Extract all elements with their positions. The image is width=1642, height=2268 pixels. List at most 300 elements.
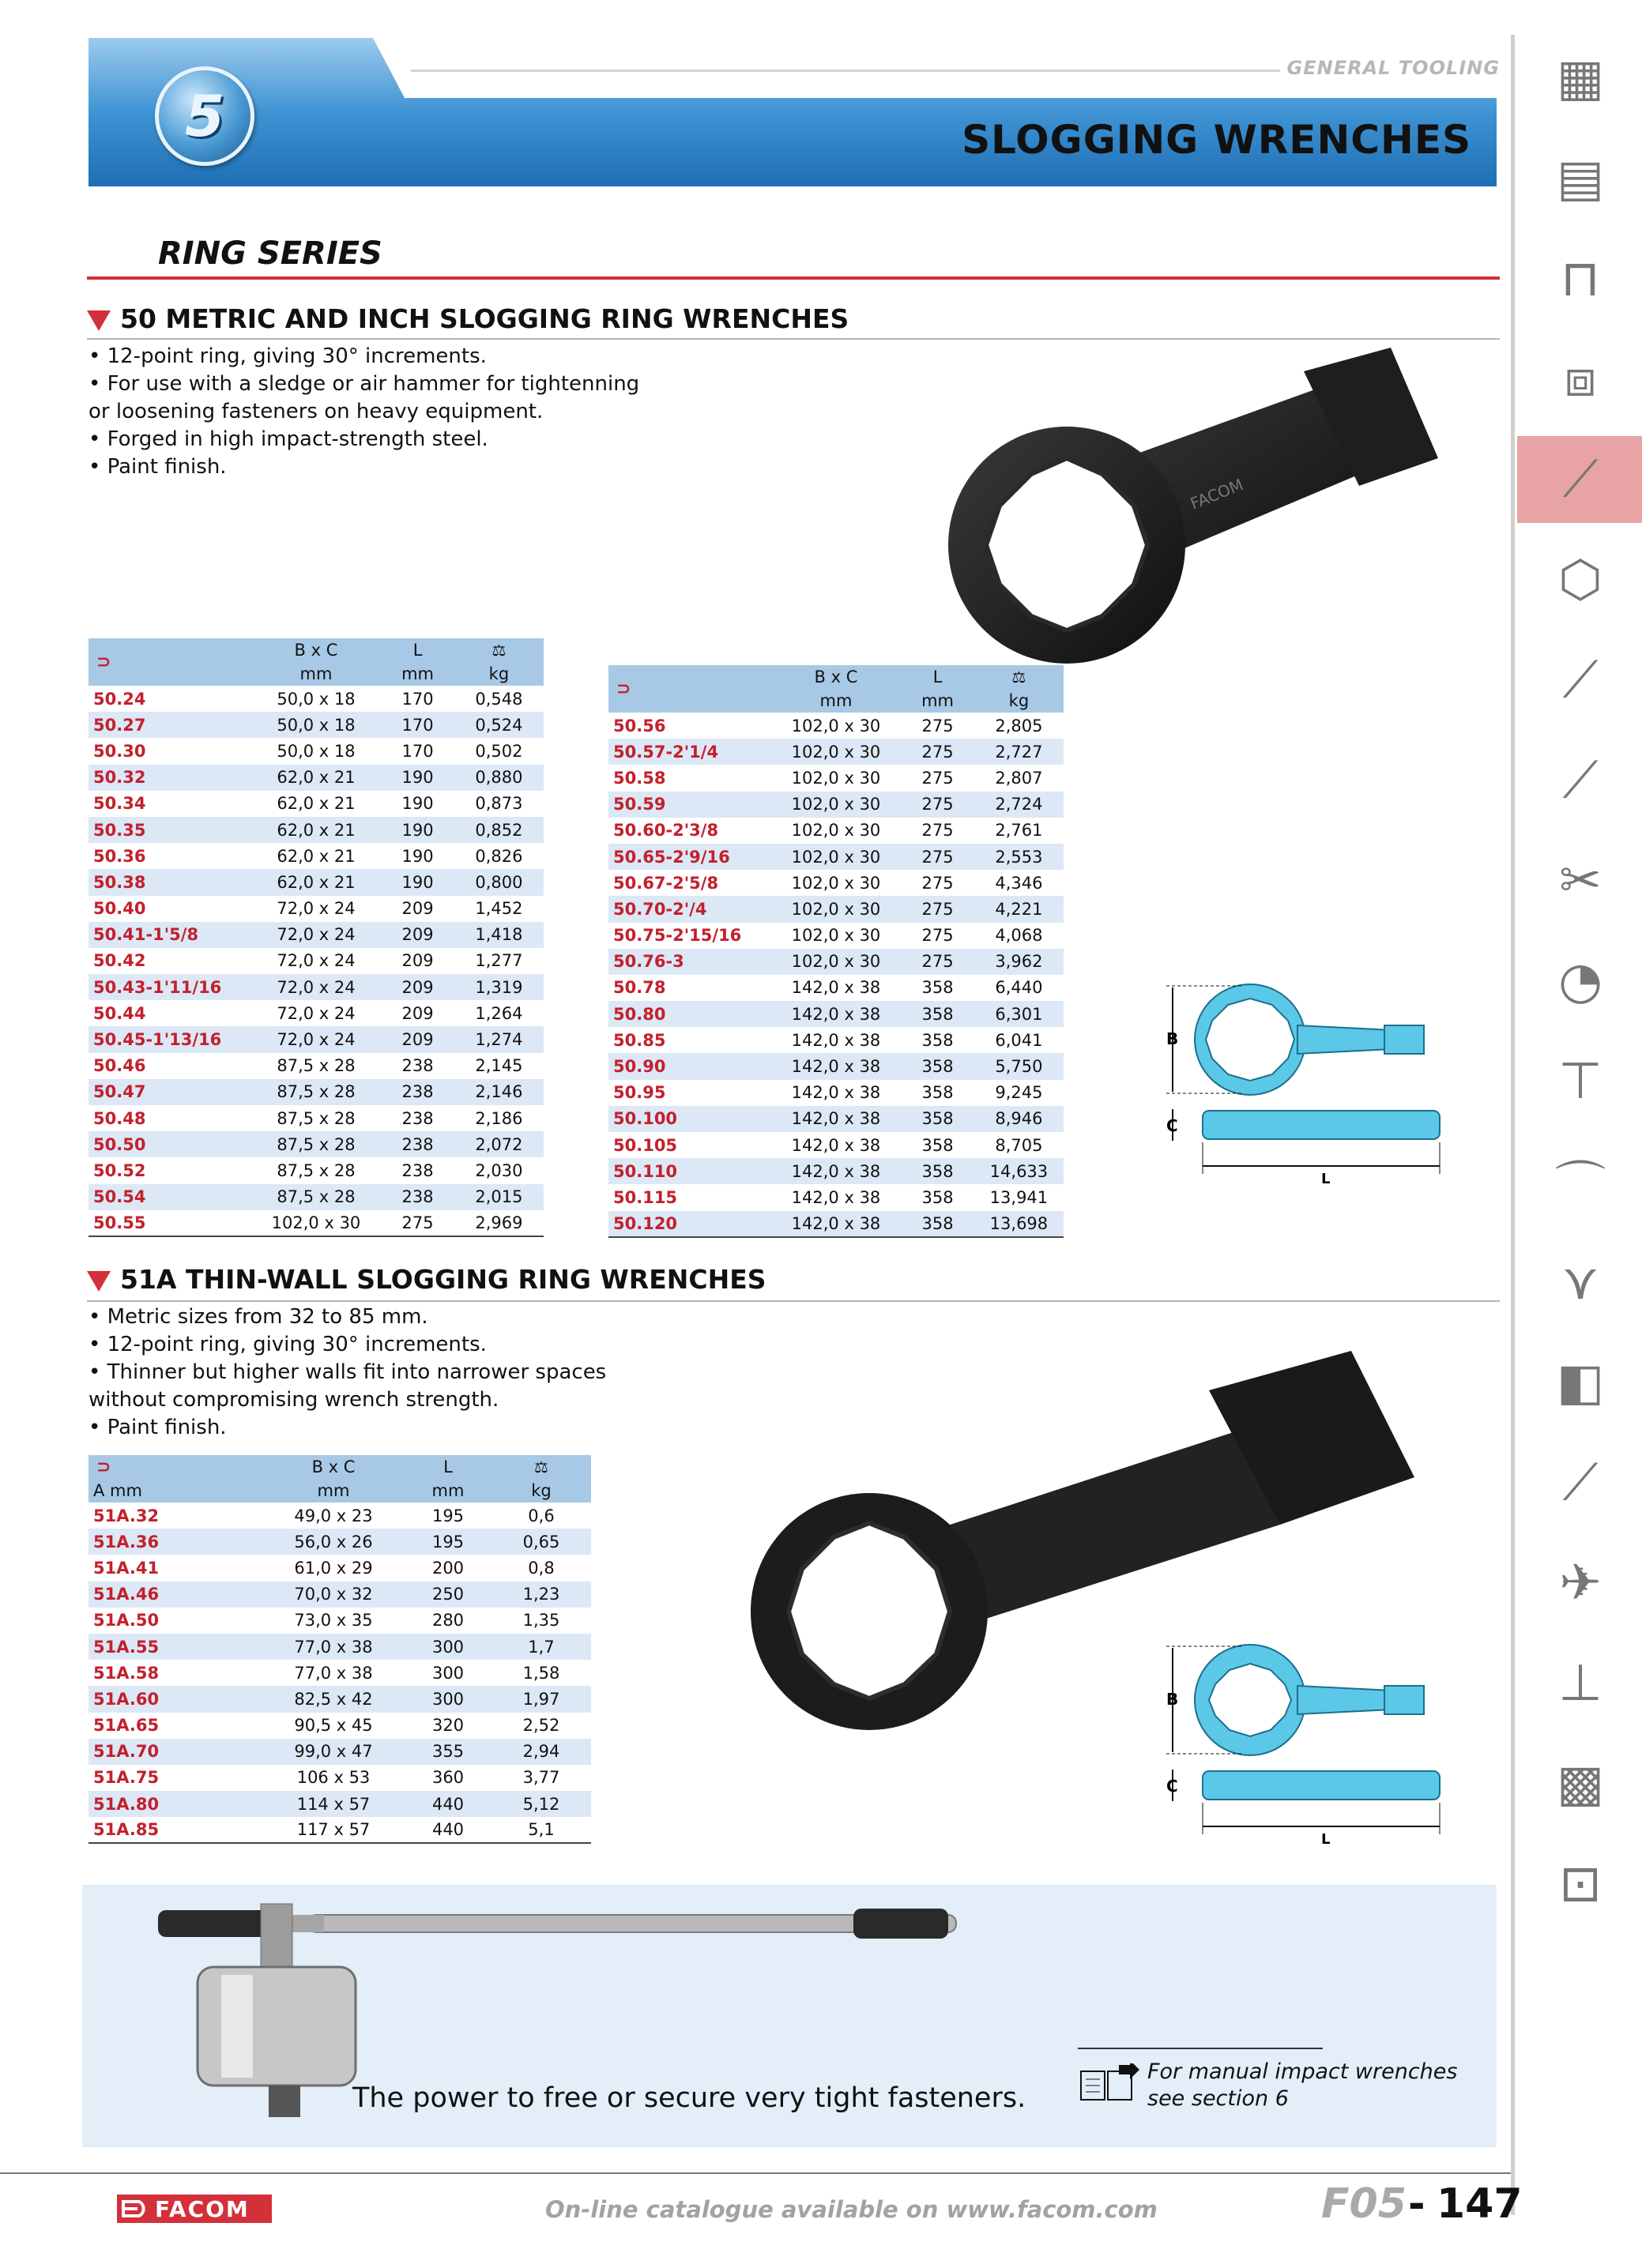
bc-cell: 56,0 x 26 (262, 1529, 405, 1555)
l-cell: 360 (431, 1768, 465, 1788)
tool-stand-icon[interactable] (1517, 1640, 1642, 1727)
bc-cell: 102,0 x 30 (771, 949, 902, 975)
l-cell: 170 (381, 712, 454, 738)
ref-cell[interactable]: 50.54 (89, 1184, 251, 1210)
bc-cell: 73,0 x 35 (294, 1611, 373, 1630)
weight-cell: 0,502 (475, 741, 523, 761)
weight-icon: ⚖ (974, 665, 1064, 689)
table-row (89, 869, 544, 895)
table-row (89, 1131, 544, 1157)
bc-cell: 72,0 x 24 (277, 951, 356, 971)
weight-cell: 8,946 (974, 1106, 1064, 1132)
l-cell: 300 (405, 1634, 491, 1660)
l-cell: 195 (431, 1506, 465, 1525)
bc-cell: 87,5 x 28 (251, 1131, 382, 1157)
ref-cell[interactable]: 51A.41 (93, 1558, 160, 1578)
ref-cell[interactable]: 51A.60 (89, 1686, 262, 1712)
ref-cell[interactable]: 50.30 (93, 741, 146, 761)
weight-cell: 1,7 (491, 1634, 591, 1660)
l-cell: 440 (405, 1791, 491, 1817)
series-51a-bullets (89, 1303, 606, 1442)
bc-cell: 82,5 x 42 (262, 1686, 405, 1712)
l-cell: 358 (901, 1001, 974, 1027)
ref-cell[interactable]: 50.44 (93, 1003, 146, 1023)
bc-cell: 62,0 x 21 (251, 817, 382, 843)
l-cell: 209 (401, 899, 434, 919)
torque-wrench-icon[interactable] (1517, 637, 1642, 724)
triangle-bullet-icon (87, 1271, 111, 1292)
series-51a-rule (87, 1300, 1500, 1302)
series-50-heading (87, 303, 849, 334)
weight-icon: ⚖ (491, 1455, 591, 1479)
bc-cell: 72,0 x 24 (251, 1026, 382, 1052)
ref-cell[interactable]: 51A.75 (93, 1768, 160, 1788)
page-separator: - (1408, 2180, 1425, 2228)
ref-cell[interactable]: 50.48 (93, 1108, 146, 1128)
bc-cell: 102,0 x 30 (791, 873, 881, 893)
ref-cell[interactable]: 50.38 (89, 869, 251, 895)
weight-cell: 2,145 (475, 1056, 523, 1076)
ref-cell[interactable]: 50.76-3 (608, 949, 771, 975)
l-cell: 280 (431, 1611, 465, 1630)
col-l-unit: mm (405, 1479, 491, 1503)
weight-cell: 0,6 (528, 1506, 555, 1525)
table-row (89, 712, 544, 738)
l-cell: 320 (431, 1716, 465, 1736)
table-row (608, 1211, 1064, 1237)
weight-cell: 1,418 (454, 922, 544, 948)
ref-cell[interactable]: 51A.46 (89, 1582, 262, 1608)
weight-cell: 5,1 (491, 1817, 591, 1843)
table-row (89, 686, 544, 712)
ref-cell[interactable]: 50.52 (93, 1160, 146, 1180)
wrench-icon[interactable] (1517, 436, 1642, 523)
catalogue-link[interactable]: On-line catalogue available on www.facom.com (545, 2196, 1158, 2223)
l-cell: 190 (401, 794, 434, 814)
table-row (89, 1817, 591, 1843)
l-cell: 275 (921, 716, 954, 735)
col-bc: B x C (251, 638, 382, 662)
col-l: L (405, 1455, 491, 1479)
puller-icon: ⋎ (1561, 1253, 1599, 1311)
sidebar-divider (1511, 35, 1515, 2215)
table-row (608, 1184, 1064, 1210)
l-cell: 358 (921, 1030, 954, 1050)
ref-cell[interactable]: 50.35 (89, 817, 251, 843)
l-cell: 358 (921, 1083, 954, 1103)
series-51a-title: 51A THIN-WALL SLOGGING RING WRENCHES (120, 1264, 766, 1295)
table-row (89, 1791, 591, 1817)
ref-cell[interactable]: 50.55 (89, 1210, 251, 1236)
l-cell: 200 (431, 1558, 465, 1578)
tape-measure-icon: ◔ (1558, 952, 1602, 1010)
ref-cell[interactable]: 51A.65 (93, 1716, 160, 1736)
section-title: RING SERIES (158, 235, 382, 272)
l-cell: 190 (381, 765, 454, 791)
table-row (608, 1053, 1064, 1079)
bc-cell: 90,5 x 45 (294, 1716, 373, 1736)
bc-cell: 62,0 x 21 (251, 765, 382, 791)
ref-cell[interactable]: 50.100 (608, 1106, 771, 1132)
bc-cell: 142,0 x 38 (791, 1135, 881, 1155)
bc-cell: 87,5 x 28 (277, 1160, 356, 1180)
ref-cell[interactable]: 50.41-1'5/8 (89, 922, 251, 948)
reference-line-2: see section 6 (1147, 2086, 1289, 2111)
table-row (608, 975, 1064, 1001)
bc-cell: 70,0 x 32 (262, 1582, 405, 1608)
col-l: L (901, 665, 974, 689)
section-rule (87, 276, 1500, 280)
bc-cell: 142,0 x 38 (791, 1187, 881, 1207)
table-row (89, 1739, 591, 1765)
l-cell: 238 (401, 1160, 434, 1180)
ref-cell[interactable]: 50.80 (608, 1001, 771, 1027)
page-number: 147 (1437, 2180, 1523, 2228)
ref-cell[interactable]: 51A.55 (89, 1634, 262, 1660)
ref-cell[interactable]: 50.59 (608, 792, 771, 818)
circuit-board-icon: ▩ (1556, 1755, 1605, 1813)
l-cell: 275 (901, 896, 974, 922)
bc-cell: 117 x 57 (262, 1817, 405, 1843)
dim-b-label: B (1166, 1690, 1179, 1709)
hammer-icon: ⊤ (1558, 1052, 1602, 1111)
ref-cell[interactable]: 50.43-1'11/16 (89, 974, 251, 1000)
ref-cell[interactable]: 51A.58 (93, 1663, 160, 1683)
ref-cell[interactable]: 50.105 (613, 1135, 678, 1155)
l-cell: 209 (401, 951, 434, 971)
bullet-line: • Thinner but higher walls fit into narrower spaces (89, 1360, 607, 1384)
l-cell: 170 (401, 689, 434, 709)
weight-cell: 1,264 (475, 1003, 523, 1023)
l-cell: 275 (921, 768, 954, 788)
weight-cell: 2,553 (974, 844, 1064, 870)
table-row (89, 738, 544, 764)
table-row (89, 1053, 544, 1079)
col-w-unit: kg (974, 689, 1064, 713)
series-50-table-right (608, 665, 1064, 1238)
l-cell: 275 (901, 739, 974, 765)
l-cell: 275 (901, 844, 974, 870)
l-cell: 358 (901, 1211, 974, 1237)
bc-cell: 49,0 x 23 (294, 1506, 373, 1525)
l-cell: 358 (921, 978, 954, 998)
table-row (608, 713, 1064, 739)
col-bc-unit: mm (262, 1479, 405, 1503)
hammer-icon[interactable] (1517, 1038, 1642, 1125)
ref-arrow-icon: ⊃ (89, 1455, 262, 1479)
roller-cabinet-icon: ▤ (1556, 149, 1605, 208)
ref-cell[interactable]: 51A.32 (93, 1506, 160, 1525)
bc-cell: 50,0 x 18 (277, 741, 356, 761)
table-row (608, 1080, 1064, 1106)
l-cell: 275 (901, 949, 974, 975)
weight-cell: 3,77 (522, 1768, 560, 1788)
page-title: SLOGGING WRENCHES (962, 117, 1471, 163)
ref-cell[interactable]: 50.42 (93, 951, 146, 971)
bullet-line: without compromising wrench strength. (89, 1388, 499, 1412)
ref-cell[interactable]: 50.85 (613, 1030, 666, 1050)
dimension-diagram (1155, 976, 1456, 1198)
ref-cell[interactable]: 50.70-2'/4 (608, 896, 771, 922)
ref-cell[interactable]: 51A.50 (93, 1611, 160, 1630)
aircraft-icon[interactable] (1517, 1540, 1642, 1627)
weight-cell: 6,301 (974, 1001, 1064, 1027)
ref-cell[interactable]: 51A.70 (89, 1739, 262, 1765)
header-band (89, 38, 1497, 186)
bc-cell: 77,0 x 38 (294, 1663, 373, 1683)
pliers-icon: ✂ (1559, 852, 1602, 910)
l-cell: 238 (401, 1056, 434, 1076)
col-l-unit: mm (381, 662, 454, 686)
facom-logo (117, 2195, 272, 2223)
ref-cell[interactable]: 50.95 (613, 1083, 666, 1103)
circuit-board-icon[interactable] (1517, 1740, 1642, 1827)
table-row (89, 1026, 544, 1052)
table-row (608, 896, 1064, 922)
workbench-icon: ⊓ (1561, 250, 1600, 308)
table-row (608, 870, 1064, 896)
ref-cell[interactable]: 50.110 (608, 1158, 771, 1184)
ref-cell[interactable]: 50.45-1'13/16 (89, 1026, 251, 1052)
bc-cell: 87,5 x 28 (277, 1108, 356, 1128)
bc-cell: 87,5 x 28 (251, 1184, 382, 1210)
weight-cell: 1,277 (475, 951, 523, 971)
table-row (89, 817, 544, 843)
weight-cell: 1,58 (522, 1663, 560, 1683)
socket-icon[interactable] (1517, 536, 1642, 623)
ref-cell[interactable]: 50.46 (93, 1056, 146, 1076)
l-cell: 355 (405, 1739, 491, 1765)
weight-cell: 2,805 (995, 716, 1043, 735)
l-cell: 300 (431, 1663, 465, 1683)
table-row (89, 1713, 591, 1739)
weight-cell: 1,274 (454, 1026, 544, 1052)
weight-cell: 9,245 (995, 1083, 1043, 1103)
section-reference[interactable] (1147, 2059, 1457, 2112)
table-row (89, 1503, 591, 1529)
bc-cell: 142,0 x 38 (771, 1158, 902, 1184)
hacksaw-icon[interactable] (1517, 1138, 1642, 1225)
ref-arrow-icon: ⊃ (608, 665, 771, 713)
bc-cell: 142,0 x 38 (791, 1030, 881, 1050)
bullet-line: • 12-point ring, giving 30° increments. (89, 1333, 487, 1356)
ref-cell[interactable]: 50.36 (93, 846, 146, 866)
l-cell: 209 (381, 974, 454, 1000)
weight-icon: ⚖ (454, 638, 544, 662)
l-cell: 209 (381, 1026, 454, 1052)
ref-cell[interactable]: 50.90 (608, 1053, 771, 1079)
weight-cell: 0,524 (454, 712, 544, 738)
col-bc-unit: mm (251, 662, 382, 686)
ref-arrow-icon: ⊃ (89, 638, 251, 686)
weight-cell: 13,698 (974, 1211, 1064, 1237)
aircraft-icon: ✈ (1559, 1554, 1602, 1612)
table-row (608, 1001, 1064, 1027)
bullet-line: • Paint finish. (89, 1416, 227, 1439)
dimension-diagram (1155, 1637, 1456, 1858)
air-tool-icon[interactable] (1517, 1339, 1642, 1426)
pliers-icon[interactable] (1517, 837, 1642, 924)
bc-cell: 102,0 x 30 (771, 896, 902, 922)
bc-cell: 50,0 x 18 (277, 689, 356, 709)
table-row (89, 1079, 544, 1105)
ref-cell[interactable]: 50.67-2'5/8 (613, 873, 719, 893)
facom-logo-text: FACOM (155, 2195, 250, 2222)
weight-cell: 2,072 (454, 1131, 544, 1157)
col-bc: B x C (771, 665, 902, 689)
chapter-number: 5 (184, 83, 225, 149)
l-cell: 170 (401, 741, 434, 761)
weight-cell: 13,941 (989, 1187, 1049, 1207)
table-row (608, 1132, 1064, 1158)
weight-cell: 0,65 (491, 1529, 591, 1555)
ref-cell[interactable]: 50.65-2'9/16 (608, 844, 771, 870)
ref-cell[interactable]: 50.24 (93, 689, 146, 709)
screwdriver-icon[interactable] (1517, 737, 1642, 824)
l-cell: 275 (921, 821, 954, 841)
ref-cell[interactable]: 50.120 (608, 1211, 771, 1237)
ref-cell[interactable]: 50.57-2'1/4 (608, 739, 771, 765)
bc-cell: 87,5 x 28 (251, 1079, 382, 1105)
screwdriver-icon: ⟋ (1562, 751, 1599, 810)
workbench-icon[interactable] (1517, 235, 1642, 322)
car-icon[interactable] (1517, 1841, 1642, 1928)
l-cell: 238 (381, 1079, 454, 1105)
puller-icon[interactable] (1517, 1239, 1642, 1326)
weight-cell: 2,94 (491, 1739, 591, 1765)
ref-cell[interactable]: 51A.80 (89, 1791, 262, 1817)
table-row (89, 843, 544, 869)
bc-cell: 142,0 x 38 (771, 1106, 902, 1132)
series-50-title: 50 METRIC AND INCH SLOGGING RING WRENCHES (120, 303, 849, 334)
l-cell: 358 (921, 1187, 954, 1207)
header-rule (411, 70, 1280, 72)
tool-stand-icon: ⊥ (1558, 1654, 1602, 1713)
l-cell: 275 (921, 873, 954, 893)
table-row (608, 1106, 1064, 1132)
ref-cell[interactable]: 50.58 (613, 768, 666, 788)
ref-cell[interactable]: 50.60-2'3/8 (613, 821, 719, 841)
weight-cell: 5,750 (974, 1053, 1064, 1079)
bullet-line: • Forged in high impact-strength steel. (89, 427, 488, 451)
weight-cell: 0,8 (528, 1558, 555, 1578)
footer-rule (0, 2172, 1511, 2174)
weight-cell: 6,440 (995, 978, 1043, 998)
bullet-line: • Metric sizes from 32 to 85 mm. (89, 1305, 428, 1329)
roller-cabinet-icon[interactable] (1517, 135, 1642, 222)
facom-logo-icon (122, 2198, 150, 2219)
l-cell: 440 (405, 1817, 491, 1843)
table-row (89, 896, 544, 922)
ref-cell[interactable]: 51A.85 (89, 1817, 262, 1843)
table-row (89, 1529, 591, 1555)
ref-cell[interactable]: 50.34 (93, 794, 146, 814)
ref-cell[interactable]: 51A.36 (89, 1529, 262, 1555)
ref-cell[interactable]: 50.75-2'15/16 (613, 926, 742, 946)
pipe-wrench-icon[interactable] (1517, 1439, 1642, 1526)
tool-box-icon[interactable] (1517, 336, 1642, 423)
weight-cell: 2,015 (454, 1184, 544, 1210)
bc-cell: 72,0 x 24 (251, 974, 382, 1000)
tool-trolley-icon[interactable] (1517, 35, 1642, 122)
ref-cell[interactable]: 50.56 (613, 716, 666, 735)
weight-cell: 2,52 (522, 1716, 560, 1736)
dim-l-label: L (1321, 1831, 1331, 1848)
weight-cell: 1,452 (475, 899, 523, 919)
col-bc: B x C (262, 1455, 405, 1479)
bc-cell: 102,0 x 30 (771, 792, 902, 818)
weight-cell: 4,068 (995, 926, 1043, 946)
table-row (608, 923, 1064, 949)
l-cell: 275 (381, 1210, 454, 1236)
wrench-icon: ⟋ (1562, 450, 1599, 509)
col-bc-unit: mm (771, 689, 902, 713)
bc-cell: 102,0 x 30 (791, 768, 881, 788)
tape-measure-icon[interactable] (1517, 938, 1642, 1025)
l-cell: 238 (381, 1184, 454, 1210)
dim-l-label: L (1321, 1171, 1331, 1187)
table-row (89, 1686, 591, 1712)
weight-cell: 0,873 (475, 794, 523, 814)
series-50-bullets (89, 343, 639, 481)
series-50-table-left (89, 638, 544, 1237)
pipe-wrench-icon: ⟋ (1562, 1454, 1599, 1512)
weight-cell: 14,633 (974, 1158, 1064, 1184)
table-row (89, 1582, 591, 1608)
weight-cell: 0,548 (475, 689, 523, 709)
table-row (89, 1765, 591, 1791)
col-l-unit: mm (901, 689, 974, 713)
bc-cell: 114 x 57 (262, 1791, 405, 1817)
l-cell: 209 (401, 1003, 434, 1023)
weight-cell: 2,761 (995, 821, 1043, 841)
hacksaw-icon: ⌒ (1555, 1157, 1606, 1216)
bc-cell: 50,0 x 18 (251, 712, 382, 738)
weight-cell: 2,186 (475, 1108, 523, 1128)
table-row (89, 1634, 591, 1660)
bc-cell: 102,0 x 30 (771, 844, 902, 870)
bc-cell: 99,0 x 47 (262, 1739, 405, 1765)
tool-box-icon: ⧈ (1564, 350, 1597, 408)
weight-cell: 0,880 (454, 765, 544, 791)
ref-cell[interactable]: 50.115 (613, 1187, 678, 1207)
page-code: F05 (1321, 2180, 1407, 2228)
table-row (89, 1184, 544, 1210)
ref-cell[interactable]: 50.32 (89, 765, 251, 791)
bc-cell: 72,0 x 24 (251, 922, 382, 948)
table-row (89, 1660, 591, 1686)
ref-cell[interactable]: 50.40 (93, 899, 146, 919)
ref-cell[interactable]: 50.50 (89, 1131, 251, 1157)
bc-cell: 102,0 x 30 (791, 716, 881, 735)
ref-cell[interactable]: 50.78 (613, 978, 666, 998)
l-cell: 195 (405, 1529, 491, 1555)
col-w-unit: kg (454, 662, 544, 686)
ref-cell[interactable]: 50.47 (89, 1079, 251, 1105)
bc-cell: 72,0 x 24 (277, 1003, 356, 1023)
weight-cell: 2,724 (974, 792, 1064, 818)
ref-cell[interactable]: 50.27 (89, 712, 251, 738)
bc-cell: 142,0 x 38 (791, 978, 881, 998)
table-row (608, 1027, 1064, 1053)
triangle-bullet-icon (87, 310, 111, 331)
l-cell: 190 (381, 817, 454, 843)
chapter-badge (155, 66, 254, 166)
bullet-line: • Paint finish. (89, 455, 227, 479)
weight-cell: 1,319 (454, 974, 544, 1000)
bullet-line: • For use with a sledge or air hammer for tightenning (89, 372, 640, 396)
weight-cell: 1,35 (522, 1611, 560, 1630)
